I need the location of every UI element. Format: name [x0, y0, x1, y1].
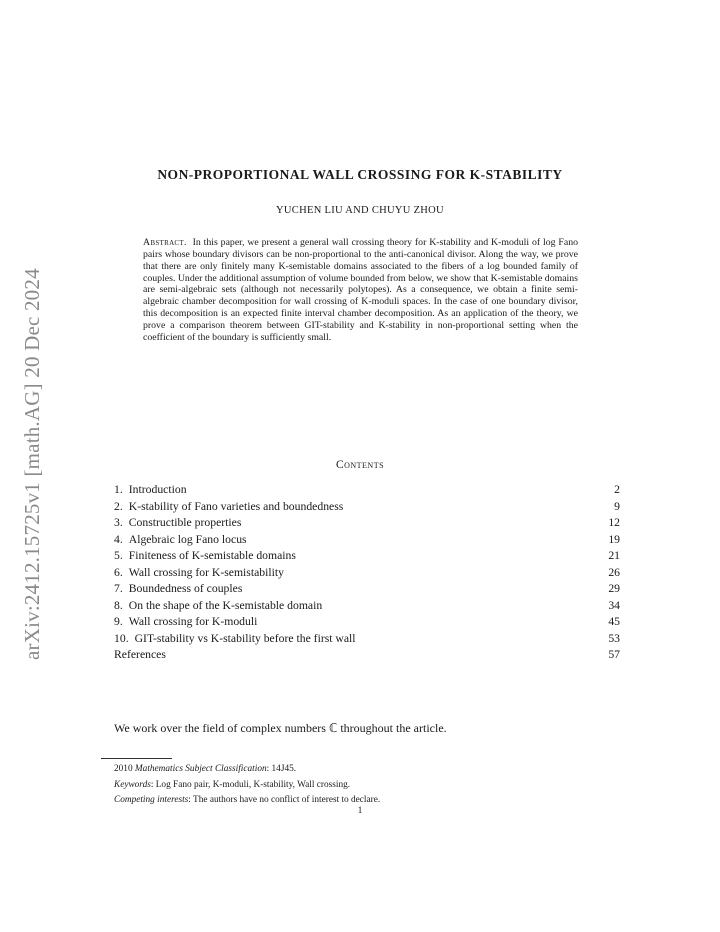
- toc-entry-title: Wall crossing for K-semistability: [128, 565, 284, 579]
- toc-entry[interactable]: [114, 614, 620, 631]
- toc-entry-number: 1.: [114, 483, 123, 496]
- toc-entry[interactable]: [114, 647, 620, 664]
- paper-authors: YUCHEN LIU AND CHUYU ZHOU: [276, 205, 444, 216]
- toc-entry-left: [114, 548, 296, 565]
- arxiv-identifier-stamp: arXiv:2412.15725v1 [math.AG] 20 Dec 2024: [20, 268, 44, 660]
- toc-entry-number: 6.: [114, 565, 123, 579]
- toc-entry[interactable]: [114, 515, 620, 532]
- toc-entry-title: Finiteness of K-semistable domains: [128, 549, 296, 562]
- toc-entry-title: Wall crossing for K-moduli: [128, 615, 258, 628]
- toc-entry[interactable]: [114, 565, 620, 582]
- toc-entry-number: 2.: [114, 499, 123, 513]
- footnote-msc: [114, 762, 380, 778]
- toc-entry-title: K-stability of Fano varieties and boundedness: [128, 499, 344, 513]
- toc-entry-number: 4.: [114, 532, 123, 546]
- toc-entry-left: [114, 631, 356, 648]
- footnote-msc-year: 2010: [114, 764, 133, 774]
- toc-entry-page: 57: [608, 648, 620, 661]
- toc-entry-number: 5.: [114, 549, 123, 562]
- toc-entry-title: Constructible properties: [128, 516, 242, 529]
- toc-entry-left: [114, 515, 241, 532]
- toc-entry-number: 9.: [114, 615, 123, 628]
- toc-entry-left: [114, 614, 257, 631]
- toc-entry-page: 53: [608, 631, 620, 645]
- toc-entry-number: 10.: [114, 631, 129, 645]
- toc-entry-page: 21: [608, 549, 620, 562]
- footnote-keywords-value: : Log Fano pair, K-moduli, K-stability, Wall crossing.: [150, 779, 351, 790]
- toc-entry[interactable]: [114, 499, 620, 516]
- toc-entry-left: [114, 499, 343, 516]
- footnote-keywords-label: Keywords: [114, 779, 151, 790]
- toc-entry[interactable]: [114, 548, 620, 565]
- body-paragraph: We work over the field of complex numbers ℂ throughout the article.: [114, 721, 447, 735]
- footnote-competing-value: : The authors have no conflict of interest to declare.: [188, 795, 381, 805]
- footnote-competing-label: Competing interests: [114, 795, 189, 805]
- footnote-msc-value: : 14J45.: [266, 764, 297, 774]
- toc-entry-left: [114, 647, 166, 664]
- footnote-divider: [101, 758, 172, 759]
- toc-entry-page: 29: [608, 582, 620, 595]
- toc-entry-page: 45: [608, 615, 620, 628]
- toc-entry-title: GIT-stability vs K-stability before the first wall: [134, 631, 356, 645]
- toc-entry-number: 8.: [114, 598, 123, 612]
- footnote-msc-label: Mathematics Subject Classification: [134, 764, 267, 774]
- footnotes: [114, 762, 380, 809]
- toc-entry-page: 2: [614, 483, 620, 496]
- toc-entry[interactable]: [114, 532, 620, 549]
- contents-heading: Contents: [335, 459, 385, 471]
- toc-entry-page: 9: [614, 499, 620, 513]
- toc-entry[interactable]: [114, 598, 620, 615]
- toc-entry-title: Boundedness of couples: [128, 582, 243, 595]
- paper-title: NON-PROPORTIONAL WALL CROSSING FOR K-STABILITY: [157, 167, 563, 182]
- toc-entry-title: Introduction: [128, 483, 187, 496]
- toc-entry-number: 7.: [114, 582, 123, 595]
- page-number: 1: [357, 806, 363, 816]
- toc-entry-left: [114, 482, 187, 499]
- toc-entry-left: [114, 565, 284, 582]
- toc-entry-left: [114, 532, 247, 549]
- abstract: [143, 237, 578, 344]
- abstract-text: In this paper, we present a general wall crossing theory for K-stability and K-moduli of log Fano pairs whose boundary divisors can be non-proportional to the anti-canonical divisor. Along the way, we prove that there are only finitely many K-semistable domains associated to the fibers of a log bounded family of couples. Under the additional assumption of volume bounded from below, we show that K-semistable domains are semi-algebraic sets (although not necessarily polytopes). As a consequence, we obtain a finite semi-algebraic chamber decomposition for wall crossing of K-moduli spaces. In the case of one boundary divisor, this decomposition is an expected finite interval chamber decomposition. As an application of the theory, we prove a comparison theorem between GIT-stability and K-stability in non-proportional setting when the coefficient of the boundary is sufficiently small.: [143, 237, 578, 343]
- toc-entry[interactable]: [114, 631, 620, 648]
- toc-entry-title: References: [114, 648, 166, 661]
- table-of-contents: [114, 482, 620, 664]
- toc-entry-number: 3.: [114, 516, 123, 529]
- toc-entry-title: On the shape of the K-semistable domain: [128, 598, 323, 612]
- footnote-keywords: [114, 778, 380, 794]
- toc-entry[interactable]: [114, 482, 620, 499]
- toc-entry-page: 19: [608, 532, 620, 546]
- toc-entry-title: Algebraic log Fano locus: [128, 532, 247, 546]
- abstract-label: Abstract.: [143, 237, 187, 248]
- toc-entry-left: [114, 581, 242, 598]
- toc-entry-page: 26: [608, 565, 620, 579]
- toc-entry-page: 34: [608, 598, 620, 612]
- toc-entry[interactable]: [114, 581, 620, 598]
- toc-entry-left: [114, 598, 322, 615]
- toc-entry-page: 12: [608, 516, 620, 529]
